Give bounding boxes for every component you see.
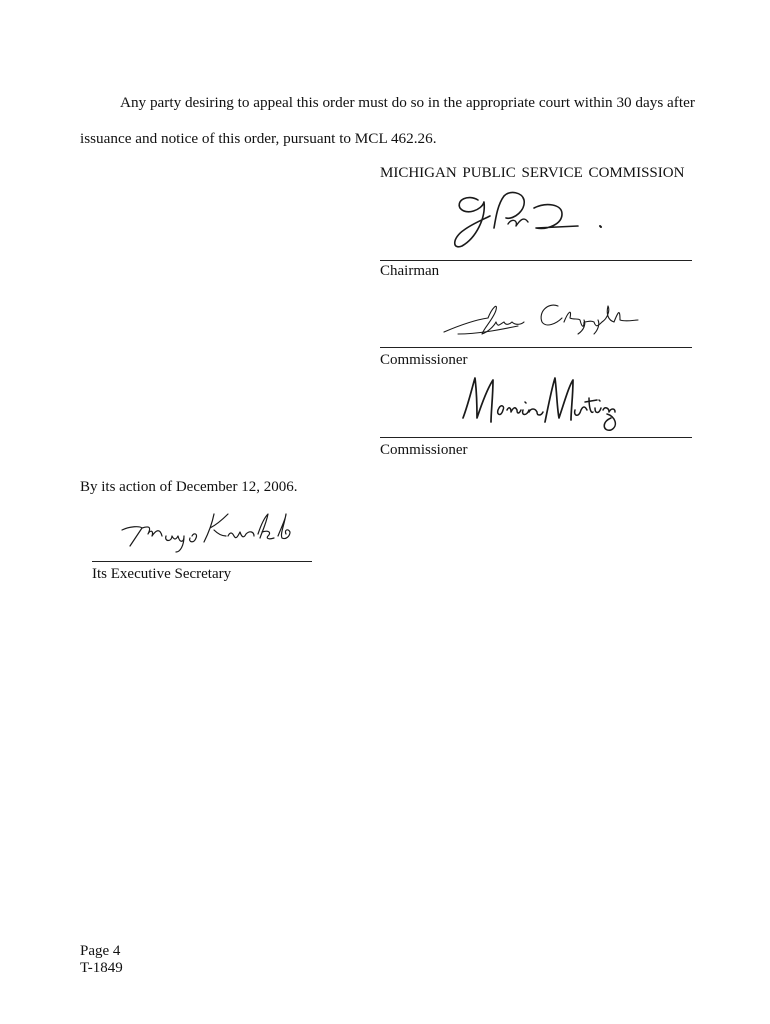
executive-secretary-signature bbox=[118, 508, 298, 556]
chairman-signature-line bbox=[380, 260, 692, 261]
commissioner-1-signature-line bbox=[380, 347, 692, 348]
appeal-paragraph-line-2: issuance and notice of this order, pursuant to MCL 462.26. bbox=[80, 130, 437, 147]
commission-name: MICHIGAN PUBLIC SERVICE COMMISSION bbox=[380, 165, 685, 181]
commissioner-2-signature-line bbox=[380, 437, 692, 438]
commissioner-1-title: Commissioner bbox=[380, 352, 468, 368]
page-number: Page 4 bbox=[80, 943, 121, 959]
commissioner-2-title: Commissioner bbox=[380, 442, 468, 458]
action-statement: By its action of December 12, 2006. bbox=[80, 479, 298, 495]
commissioner-2-signature bbox=[455, 372, 630, 436]
executive-secretary-title: Its Executive Secretary bbox=[92, 566, 232, 582]
executive-secretary-signature-line bbox=[92, 561, 312, 562]
chairman-title: Chairman bbox=[380, 263, 440, 279]
docket-number: T-1849 bbox=[80, 960, 123, 976]
appeal-paragraph-line-1: Any party desiring to appeal this order must do so in the appropriate court within 30 days after bbox=[120, 94, 695, 111]
commissioner-1-signature bbox=[438, 298, 648, 346]
chairman-signature bbox=[450, 188, 610, 254]
